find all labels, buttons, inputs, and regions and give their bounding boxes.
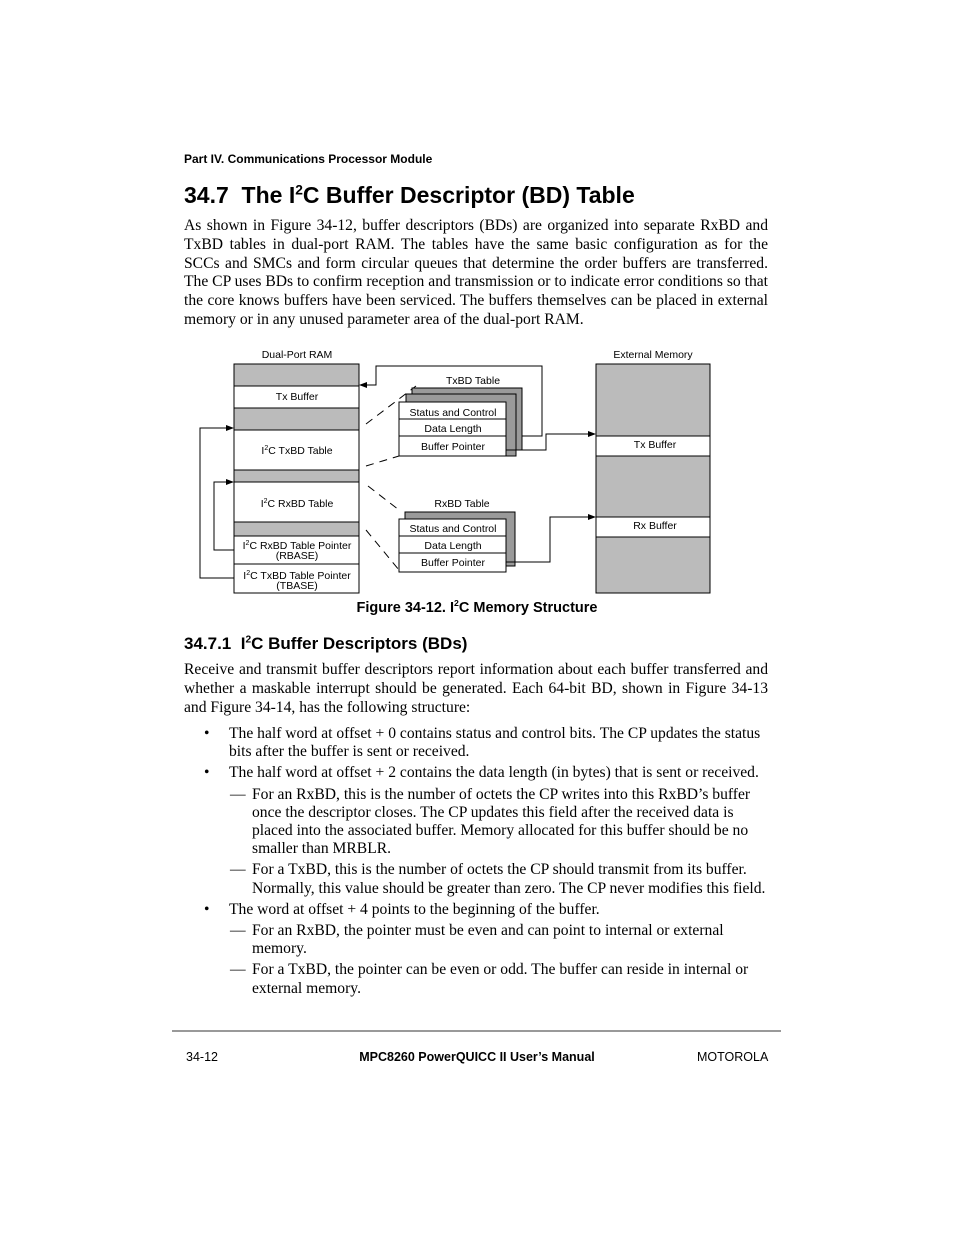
intro-paragraph: As shown in Figure 34-12, buffer descriptors (BDs) are organized into separate RxBD and TxBD tables in dual-port RAM. The tables have the same basic configuration as for the SCCs and SMCs and form circular queues that determine the order buffers are transferred. The CP uses BDs to confirm reception and transmission or to indicate error conditions so that the core knows buffers have been serviced. The buffers themselves can be placed in external memory or in any unused parameter area of the dual-port RAM.	[184, 217, 768, 328]
sub-list-item: — For an RxBD, the pointer must be even and can point to internal or external memory.	[230, 922, 724, 958]
txbd-table-pointer-label: $I^2C$ TxBD Table Pointer	[243, 570, 351, 582]
bd-structure-list	[184, 725, 768, 1001]
rxbd-status-control: Status and Control	[409, 523, 497, 535]
list-item: • The half word at offset + 2 contains the data length (in bytes) that is sent or received.	[204, 764, 759, 782]
memory-structure-diagram	[180, 340, 720, 600]
subsection-heading: 34.7.1 $I^2C$ Buffer Descriptors (BDs)	[184, 634, 468, 653]
ext-tx-arrowhead	[588, 431, 596, 437]
section-title-post: C Buffer Descriptor (BD) Table	[302, 182, 635, 208]
external-memory-column	[596, 364, 710, 593]
figure-caption: Figure 34-12. $I^2C$ Memory Structure	[356, 598, 598, 616]
tbase-arrowhead	[226, 425, 234, 431]
list-item: • The word at offset + 4 points to the beginning of the buffer.	[204, 900, 600, 918]
subsection-number: 34.7.1	[184, 634, 232, 653]
section-number: 34.7	[184, 182, 229, 208]
running-head: Part IV. Communications Processor Module	[184, 152, 433, 166]
external-memory-label: External Memory	[613, 349, 693, 361]
ext-rx-arrowhead	[588, 514, 596, 520]
txbd-status-control: Status and Control	[409, 407, 497, 419]
rbase-label: (RBASE)	[275, 550, 319, 562]
sub-list-item: — For an RxBD, this is the number of octets the CP writes into this RxBD’s buffer once the descriptor closes. The CP updates this field after the received data is placed into the associated buffer. Memory allocated for this buffer should be no smaller than MRBLR.	[230, 785, 751, 858]
base-pointer-lines	[200, 428, 234, 578]
section-title-sup: 2	[295, 182, 303, 198]
list-item: • The half word at offset + 0 contains status and control bits. The CP updates the status bits after the buffer is sent or received.	[204, 725, 761, 761]
ext-rx-buffer-label: Rx Buffer	[633, 520, 677, 532]
rxbd-buffer-pointer: Buffer Pointer	[420, 557, 486, 569]
footer-page-number: 34-12	[186, 1050, 218, 1064]
rxbd-data-length: Data Length	[424, 540, 482, 552]
footer-manual-title: MPC8260 PowerQUICC II User’s Manual	[359, 1050, 595, 1064]
i2c-rxbd-table-label: $I^2C$ RxBD Table	[260, 498, 334, 510]
footer-company: MOTOROLA	[697, 1050, 769, 1064]
sub-list-item: — For a TxBD, the pointer can be even or odd. The buffer can reside in internal or external memory.	[230, 961, 749, 997]
footer-rule	[172, 1030, 781, 1032]
rxbd-table-pointer-label: $I^2C$ RxBD Table Pointer	[242, 540, 352, 552]
section-title-pre: The I	[241, 182, 296, 208]
i2c-txbd-table-label: $I^2C$ TxBD Table	[261, 445, 333, 457]
ext-tx-buffer-label: Tx Buffer	[633, 439, 677, 451]
tbase-label: (TBASE)	[276, 580, 318, 592]
body-paragraph: Receive and transmit buffer descriptors report information about each buffer transferred and whether a maskable interrupt should be generated. Each 64-bit BD, shown in Figure 34-13 and Figure 34-14, has the following structure:	[184, 661, 768, 716]
tx-buffer-arrowhead	[359, 382, 367, 388]
dual-port-ram-label: Dual-Port RAM	[261, 349, 333, 361]
txbd-data-length: Data Length	[424, 423, 482, 435]
txbd-table-title: TxBD Table	[445, 375, 501, 387]
sub-list-item: — For a TxBD, this is the number of octets the CP should transmit from its buffer. Normally, this value should be greater than zero. The CP never modifies this field.	[230, 861, 766, 897]
section-heading	[184, 182, 635, 209]
dpram-tx-buffer-label: Tx Buffer	[275, 391, 319, 403]
rbase-arrowhead	[226, 479, 234, 485]
txbd-buffer-pointer: Buffer Pointer	[420, 441, 486, 453]
rxbd-table-title: RxBD Table	[434, 498, 490, 510]
